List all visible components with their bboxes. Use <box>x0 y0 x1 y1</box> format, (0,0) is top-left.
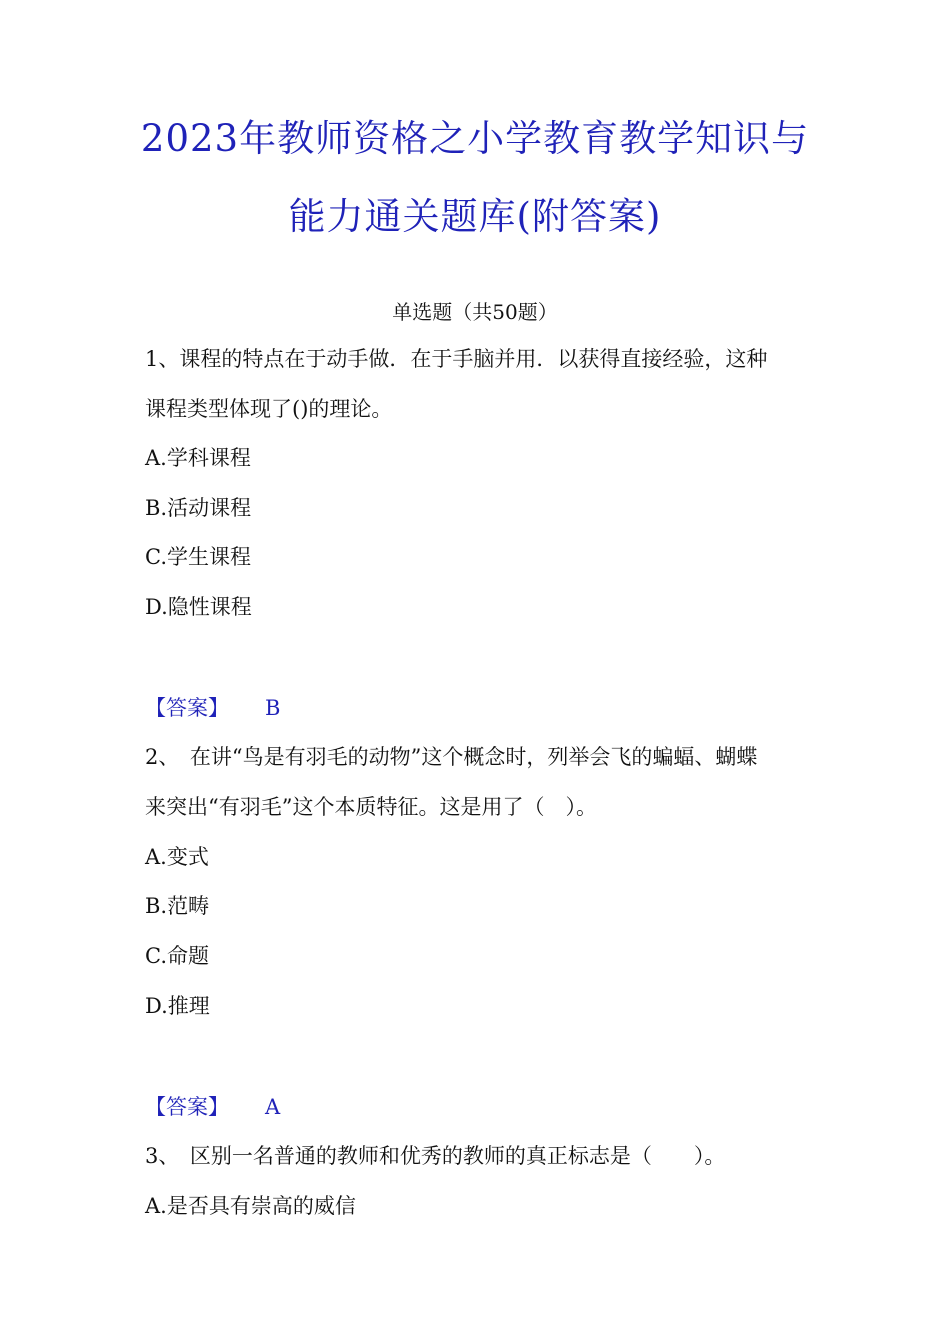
document-title-line-1: 2023年教师资格之小学教育教学知识与 <box>140 117 810 160</box>
question-2-stem-line-1: 2、 在讲“鸟是有羽毛的动物”这个概念时，列举会飞的蝙蝠、蝴蝶 <box>145 745 758 769</box>
question-1-option-c: C.学生课程 <box>145 545 251 569</box>
section-heading: 单选题（共50题） <box>392 300 558 324</box>
answer-label: 【答案】 <box>145 696 229 720</box>
question-2-option-b: B.范畴 <box>145 894 210 918</box>
answer-value: B <box>265 696 281 720</box>
question-2-option-c: C.命题 <box>145 944 209 968</box>
question-2-answer <box>145 1092 280 1122</box>
answer-value: A <box>265 1095 281 1119</box>
question-2-option-a: A.变式 <box>145 845 209 869</box>
question-1-stem-line-1: 1、课程的特点在于动手做．在于手脑并用．以获得直接经验，这种 <box>145 347 768 371</box>
question-1-option-b: B.活动课程 <box>145 496 252 520</box>
question-1-option-a: A.学科课程 <box>145 446 251 470</box>
question-3-option-a: A.是否具有崇高的威信 <box>145 1194 356 1218</box>
question-2-stem-line-2: 来突出“有羽毛”这个本质特征。这是用了（ ）。 <box>145 795 597 819</box>
question-1-option-d: D.隐性课程 <box>145 595 252 619</box>
question-1-stem-line-2: 课程类型体现了()的理论。 <box>145 397 393 421</box>
question-1-answer <box>145 693 280 723</box>
answer-label: 【答案】 <box>145 1095 229 1119</box>
document-title-line-2: 能力通关题库(附答案) <box>288 195 662 238</box>
question-3-stem-line-1: 3、 区别一名普通的教师和优秀的教师的真正标志是（ ）。 <box>145 1144 726 1168</box>
question-2-option-d: D.推理 <box>145 994 210 1018</box>
